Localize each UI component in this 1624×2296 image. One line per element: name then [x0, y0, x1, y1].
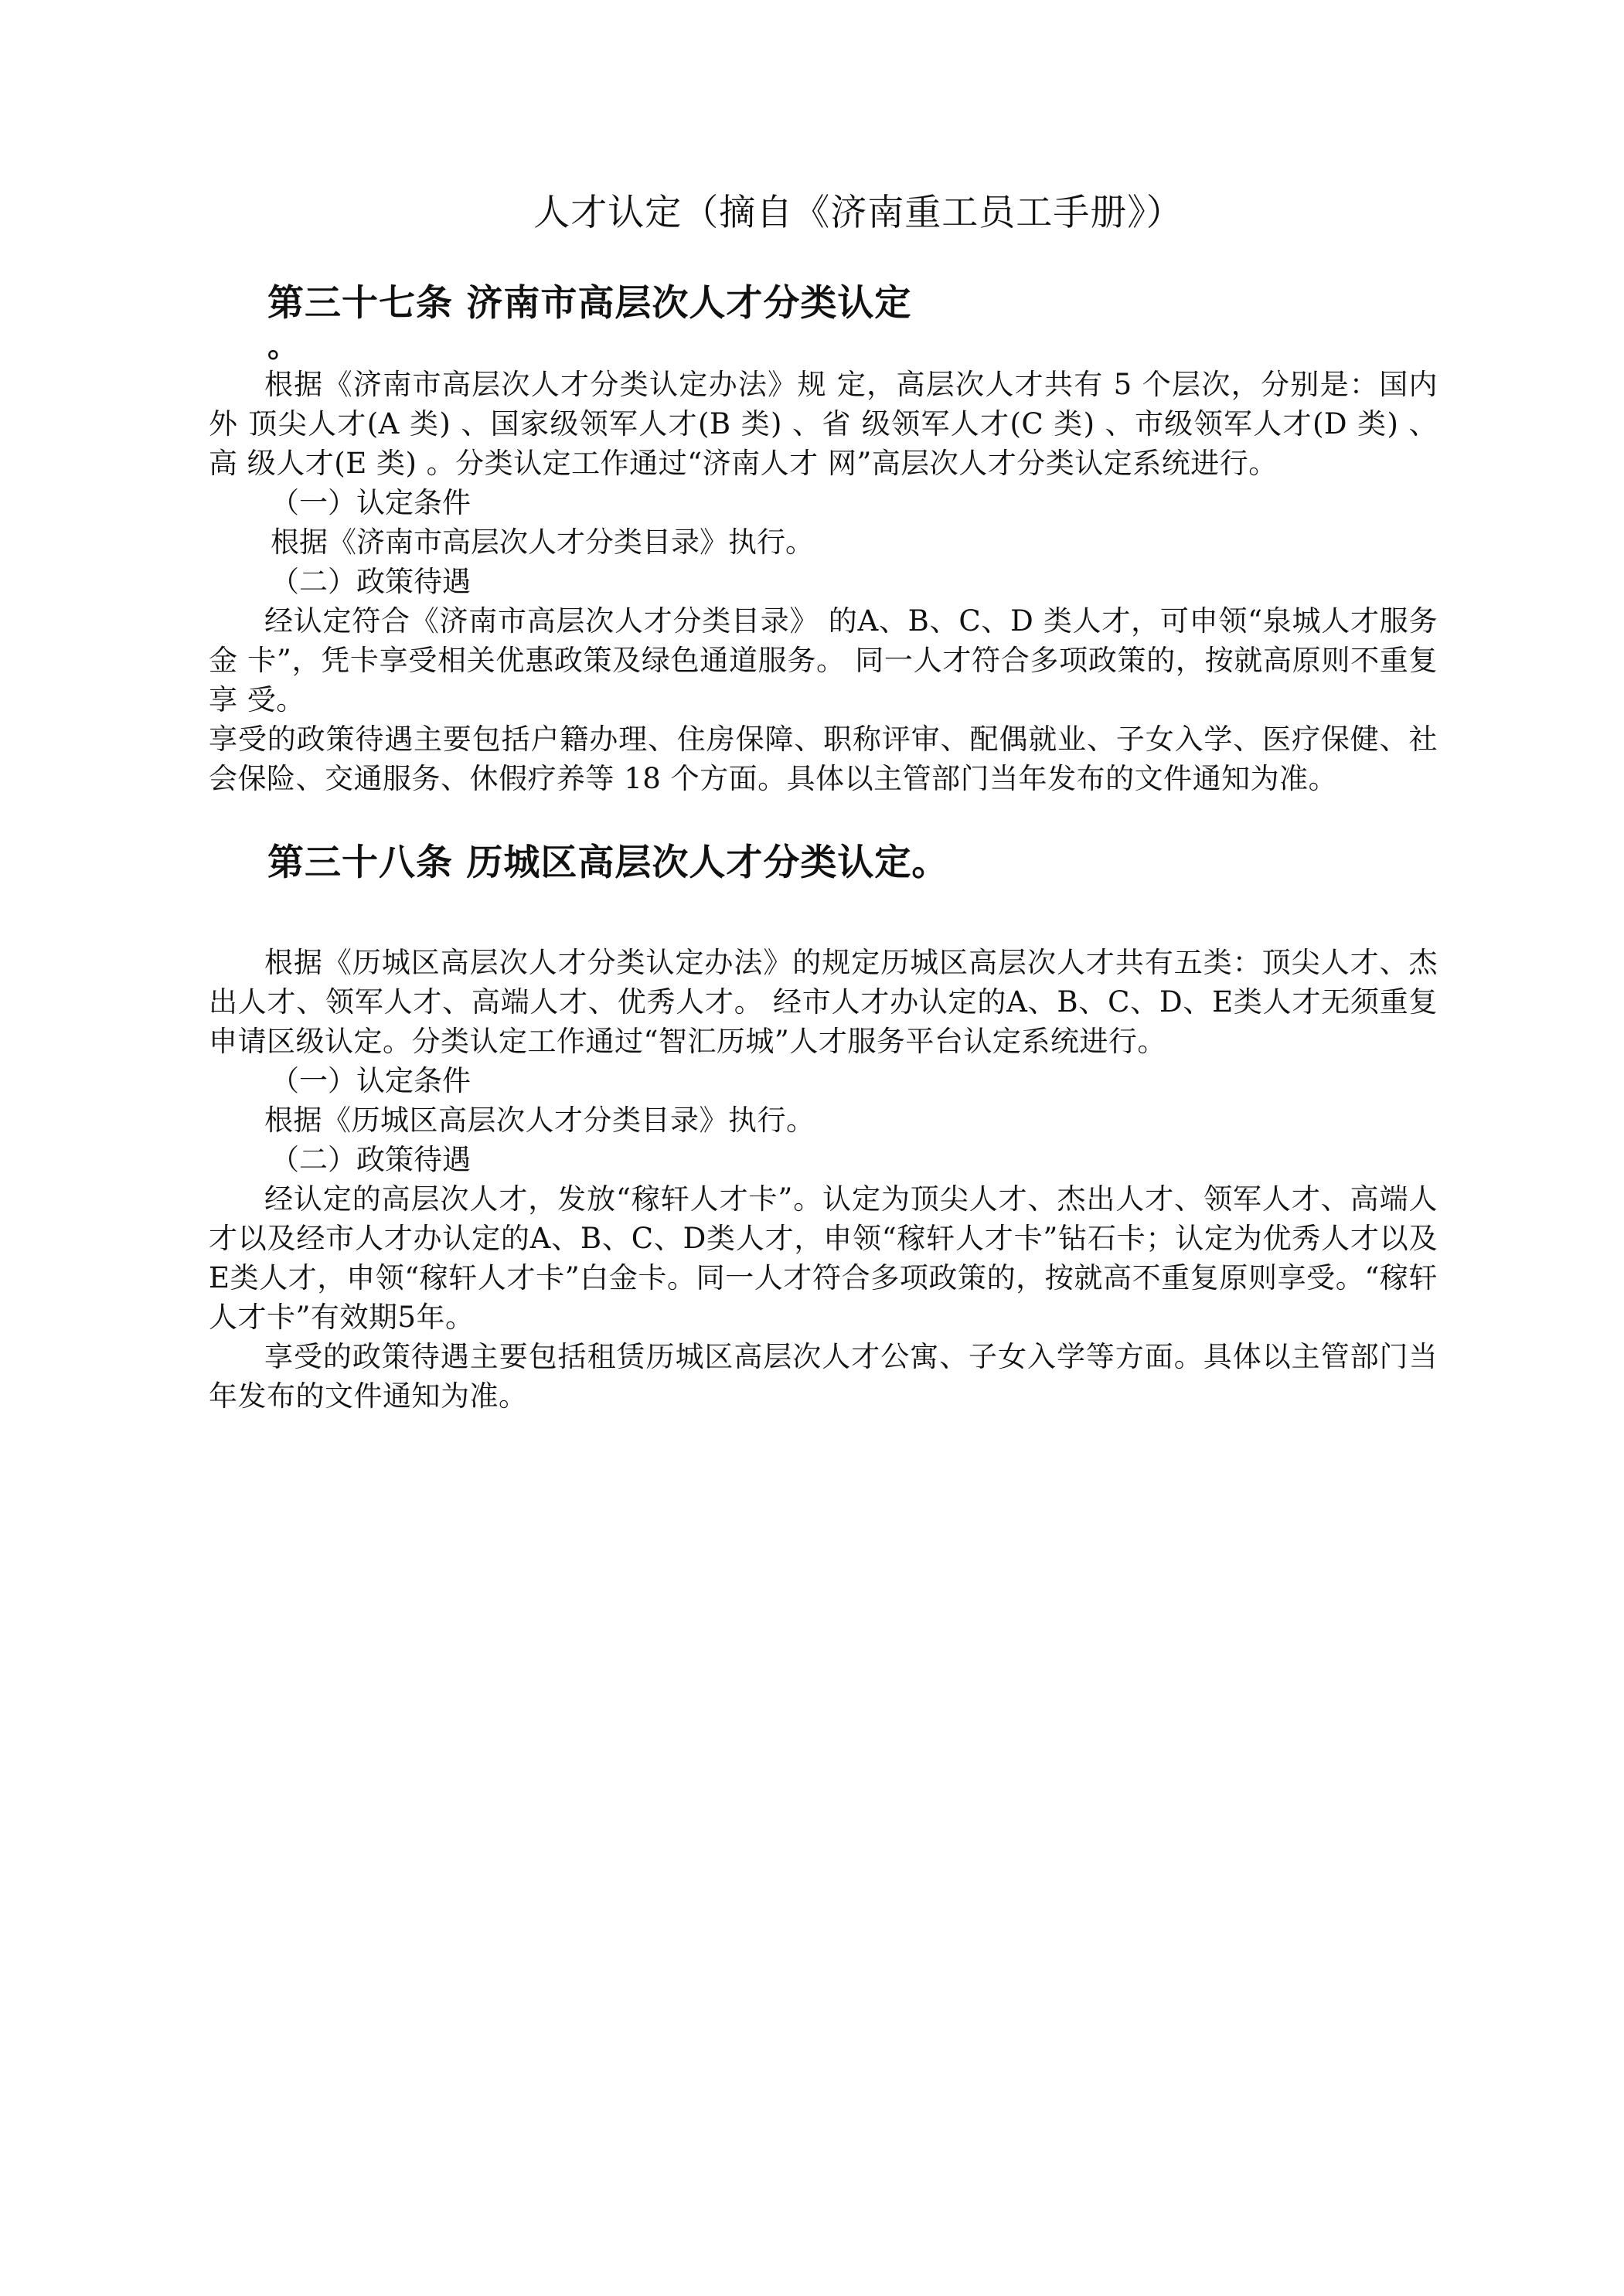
section-heading: 第三十七条 济南市高层次人才分类认定 [267, 282, 912, 325]
section-intro: 根据《历城区高层次人才分类认定办法》的规定历城区高层次人才共有五类：顶尖人才、杰出人才、领军人才、高端人才、优秀人才。 经市人才办认定的A、B、C、D、E类人才无须重复申请区级认定。分类认定工作通过“智汇历城”人才服务平台认定系统进行。 [209, 946, 1438, 1058]
policy-text: 经认定的高层次人才，发放“稼轩人才卡”。认定为顶尖人才、杰出人才、领军人才、高端人才以及经市人才办认定的A、B、C、D类人才，申领“稼轩人才卡”钻石卡；认定为优秀人才以及E类人才，申领“稼轩人才卡”白金卡。同一人才符合多项政策的，按就高不重复原则享受。“稼轩人才卡”有效期5年。 [209, 1182, 1438, 1334]
condition-title: （一）认定条件 [271, 486, 471, 519]
section-37 [209, 280, 1438, 798]
policy-title: （二）政策待遇 [271, 1143, 471, 1176]
section-heading-tail: 。 [267, 328, 298, 364]
policy-title: （二）政策待遇 [271, 565, 471, 598]
condition-text: 根据《历城区高层次人才分类目录》执行。 [264, 1104, 815, 1137]
section-heading: 第三十八条 历城区高层次人才分类认定。 [267, 842, 949, 884]
policy-text: 经认定符合《济南市高层次人才分类目录》 的A、B、C、D 类人才，可申领“泉城人才服务金 卡”，凭卡享受相关优惠政策及绿色通道服务。 同一人才符合多项政策的，按就高原则不重复享 受。 [209, 604, 1438, 716]
spacer [209, 887, 1438, 943]
section-intro: 根据《济南市高层次人才分类认定办法》规 定，高层次人才共有 5 个层次，分别是：国内外 顶尖人才(A 类) 、国家级领军人才(B 类) 、省 级领军人才(C 类) 、市级领军人才(D 类) 、高 级人才(E 类) 。分类认定工作通过“济南人才 网”高层次人才分类认定系统进行。 [209, 368, 1438, 480]
document-title: 人才认定（摘自《济南重工员工手册》） [533, 192, 1183, 234]
condition-text: 根据《济南市高层次人才分类目录》执行。 [271, 526, 814, 559]
section-38 [209, 839, 1438, 1416]
policy-extra: 享受的政策待遇主要包括户籍办理、住房保障、职称评审、配偶就业、子女入学、医疗保健、社会保险、交通服务、休假疗养等 18 个方面。具体以主管部门当年发布的文件通知为准。 [209, 723, 1438, 795]
policy-extra: 享受的政策待遇主要包括租赁历城区高层次人才公寓、子女入学等方面。具体以主管部门当年发布的文件通知为准。 [209, 1340, 1438, 1413]
condition-title: （一）认定条件 [271, 1064, 471, 1097]
